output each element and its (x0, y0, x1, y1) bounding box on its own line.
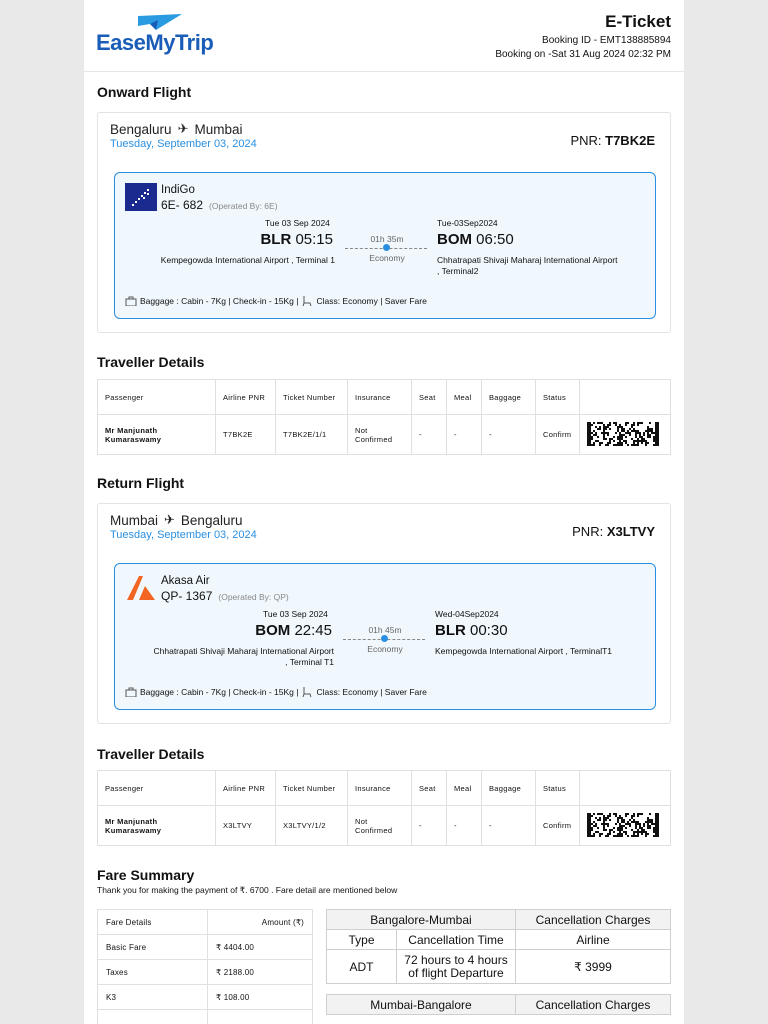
arrival-time: BLR 00:30 (435, 622, 508, 639)
booking-date: Booking on -Sat 31 Aug 2024 02:32 PM (495, 49, 671, 60)
route-header: Mumbai-Bangalore (327, 995, 516, 1015)
col-insurance: Insurance (348, 771, 412, 806)
table-row (98, 985, 313, 1010)
onward-route (110, 121, 242, 137)
departure-time: BOM 22:45 (255, 622, 332, 639)
table-row (98, 1010, 313, 1024)
baggage: - (482, 806, 536, 846)
plane-icon: ✈ (177, 121, 189, 136)
amount-header: Amount (₹) (208, 910, 313, 935)
col-barcode (580, 380, 671, 415)
meal: - (447, 415, 482, 455)
col-baggage: Baggage (482, 380, 536, 415)
fare-label (98, 1010, 208, 1024)
flight-number: 6E- 682 (Operated By: 6E) (161, 198, 278, 212)
table-row (98, 415, 671, 455)
barcode-icon (587, 813, 659, 837)
seat: - (412, 806, 447, 846)
table-header-row (327, 910, 671, 930)
col-seat: Seat (412, 771, 447, 806)
fare-amount: ₹ 108.00 (208, 985, 313, 1010)
col-passenger: Passenger (98, 380, 216, 415)
e-ticket-title: E-Ticket (605, 12, 671, 31)
airline-name: IndiGo (161, 184, 195, 196)
airline-charge: ₹ 3999 (516, 950, 671, 984)
ticket-number: X3LTVY/1/2 (276, 806, 348, 846)
table-row (327, 950, 671, 984)
fare-label: Taxes (98, 960, 208, 985)
charges-header: Cancellation Charges (516, 910, 671, 930)
cabin-class: Economy (367, 644, 403, 654)
col-ticket-number: Ticket Number (276, 380, 348, 415)
arrival-date: Wed-04Sep2024 (435, 609, 499, 619)
fare-amount: ₹ 4404.00 (208, 935, 313, 960)
traveller-table-return (97, 770, 671, 846)
e-ticket-page (84, 0, 684, 1024)
origin-city: Mumbai (110, 512, 159, 528)
table-header-row (98, 380, 671, 415)
baggage-info: Baggage : Cabin - 7Kg | Check-in - 15Kg | Class: Economy | Saver Fare (125, 295, 427, 307)
destination-city: Mumbai (194, 121, 243, 137)
pnr: PNR: T7BK2E (570, 133, 655, 148)
duration-dot (381, 635, 388, 642)
duration-dot (383, 244, 390, 251)
col-meal: Meal (447, 771, 482, 806)
barcode-icon (587, 422, 659, 446)
passenger-name: Mr Manjunath Kumaraswamy (98, 806, 216, 846)
booking-id: Booking ID - EMT138885894 (542, 35, 671, 46)
barcode-cell (580, 415, 671, 455)
fare-summary-title: Fare Summary (97, 867, 195, 883)
cabin-class: Economy (369, 253, 405, 263)
insurance-status: Not Confirmed (348, 806, 412, 846)
origin-city: Bengaluru (110, 121, 172, 137)
flight-details-panel (114, 172, 656, 319)
arrival-airport: Chhatrapati Shivaji Maharaj International Airport , Terminal2 (437, 255, 618, 276)
status: Confirm (536, 806, 580, 846)
destination-city: Bengaluru (180, 512, 243, 528)
fare-amount: ₹ 2188.00 (208, 960, 313, 985)
col-airline-pnr: Airline PNR (216, 380, 276, 415)
insurance-status: Not Confirmed (348, 415, 412, 455)
fare-summary-subtitle: Thank you for making the payment of ₹. 6700 . Fare detail are mentioned below (97, 885, 398, 895)
arrival-airport: Kempegowda International Airport , TerminalT1 (435, 646, 613, 656)
traveller-details-title: Traveller Details (97, 354, 205, 370)
ticket-header (84, 0, 684, 72)
indigo-logo-icon (125, 183, 157, 211)
col-insurance: Insurance (348, 380, 412, 415)
ticket-number: T7BK2E/1/1 (276, 415, 348, 455)
airline-name: Akasa Air (161, 575, 210, 587)
fare-details-table (97, 909, 313, 1024)
col-seat: Seat (412, 380, 447, 415)
airline-pnr: X3LTVY (216, 806, 276, 846)
col-status: Status (536, 380, 580, 415)
flight-details-panel (114, 563, 656, 710)
table-row (98, 935, 313, 960)
flight-date: Tuesday, September 03, 2024 (110, 529, 257, 541)
fare-label: Basic Fare (98, 935, 208, 960)
arrival-date: Tue-03Sep2024 (437, 218, 498, 228)
brand-name: EaseMyTrip (96, 30, 214, 55)
return-flight-title: Return Flight (97, 475, 185, 491)
table-header-row (327, 995, 671, 1015)
time-header: Cancellation Time (397, 930, 516, 950)
onward-flight-card (97, 112, 671, 333)
departure-date: Tue 03 Sep 2024 (265, 218, 330, 228)
traveller-table-onward (97, 379, 671, 455)
akasa-logo-icon (125, 574, 157, 602)
flight-number: QP- 1367 (Operated By: QP) (161, 589, 289, 603)
col-baggage: Baggage (482, 771, 536, 806)
arrival-time: BOM 06:50 (437, 231, 514, 248)
cancellation-table-return (326, 994, 671, 1015)
cancellation-time: 72 hours to 4 hours of flight Departure (397, 950, 516, 984)
baggage-icon (125, 296, 137, 306)
meal: - (447, 806, 482, 846)
airline-header: Airline (516, 930, 671, 950)
route-header: Bangalore-Mumbai (327, 910, 516, 930)
flight-date: Tuesday, September 03, 2024 (110, 138, 257, 150)
col-ticket-number: Ticket Number (276, 771, 348, 806)
table-header-row (327, 930, 671, 950)
departure-airport: Chhatrapati Shivaji Maharaj International Airport , Terminal T1 (153, 646, 334, 667)
seat-icon (301, 686, 313, 698)
col-airline-pnr: Airline PNR (216, 771, 276, 806)
baggage-icon (125, 687, 137, 697)
fare-details-header: Fare Details (98, 910, 208, 935)
traveller-details-title: Traveller Details (97, 746, 205, 762)
charges-header: Cancellation Charges (516, 995, 671, 1015)
departure-date: Tue 03 Sep 2024 (263, 609, 328, 619)
col-meal: Meal (447, 380, 482, 415)
col-barcode (580, 771, 671, 806)
onward-flight-title: Onward Flight (97, 84, 192, 100)
fare-amount (208, 1010, 313, 1024)
airline-pnr: T7BK2E (216, 415, 276, 455)
baggage-info: Baggage : Cabin - 7Kg | Check-in - 15Kg | Class: Economy | Saver Fare (125, 686, 427, 698)
barcode-cell (580, 806, 671, 846)
departure-time: BLR 05:15 (260, 231, 333, 248)
table-row (98, 806, 671, 846)
return-flight-card (97, 503, 671, 724)
easemytrip-logo (96, 14, 214, 58)
passenger-name: Mr Manjunath Kumaraswamy (98, 415, 216, 455)
cancellation-table-onward (326, 909, 671, 984)
flight-duration: 01h 45m (368, 625, 402, 635)
pnr: PNR: X3LTVY (572, 524, 655, 539)
flight-duration: 01h 35m (370, 234, 404, 244)
table-header-row (98, 910, 313, 935)
col-passenger: Passenger (98, 771, 216, 806)
plane-icon: ✈ (164, 512, 175, 527)
seat: - (412, 415, 447, 455)
table-row (98, 960, 313, 985)
status: Confirm (536, 415, 580, 455)
return-route (110, 512, 242, 528)
fare-label: K3 (98, 985, 208, 1010)
passenger-type: ADT (327, 950, 397, 984)
type-header: Type (327, 930, 397, 950)
departure-airport: Kempegowda International Airport , Terminal 1 (160, 255, 335, 265)
col-status: Status (536, 771, 580, 806)
baggage: - (482, 415, 536, 455)
table-header-row (98, 771, 671, 806)
seat-icon (301, 295, 313, 307)
